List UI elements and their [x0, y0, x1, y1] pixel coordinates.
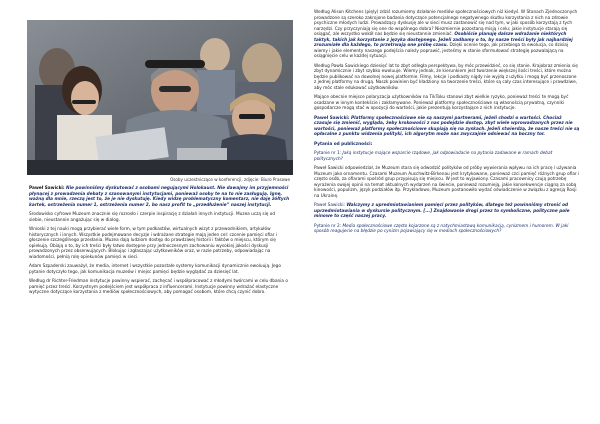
left-column [29, 20, 290, 300]
right-paragraph-2: Według Pawła Sawickiego dziesięć lat to zbyt odległa perspektywa, by móc przewidzieć, co się stanie. Krajobraz zmienia się zbyt dynamicznie i zbyt szybko ewoluuje. Wiemy jednak, że kierunkiem jest tworzenie większej ilości treści, które można będzie publikować na dowolnej nowej platformie. Filmy, lekcje i podkasty nigdy nie wyjdą z użytku i mogą być przenoszone z jednej platformy na drugą. Naszk powinien być kładziony na tworzenie treści, które są cały czas interesujące i prawdziwe, aby móc stale edukować użytkowników. [314, 63, 578, 91]
section-heading: Pytania od publiczności: [314, 141, 373, 147]
speaker-label: Paweł Sawicki: [29, 186, 65, 191]
question-text: Media społecznościowe często kojarzone są z natychmiastową komunikacją, cynizmem i humorem. W jaki sposób reagujecie na błędzie po cynizm pojawiający się w mediach społecznościowych? [314, 223, 569, 234]
speaker-label: Paweł Sawicki: [314, 203, 347, 208]
right-paragraph-5: Paweł Sawicki odpowiedział, że Muzeum stara się odwodzić polityków od próby wywierania wpływu na ich pracę i używania Muzeum jako ornamentu. Czasami Muzeum Auschwitz-Birkenau jest krytykowane, ponieważ czci pamięć różnych grup ofiar i często osób, za ofiarami spośród grup przypisują się miejscu. W jest to wyjawiony. Czasami pracownicy czują potrzebę wyrażenia swojej opinii na temat aktualnych wydarzeń na świecie, ponieważ rozumieją, jakie konsekwencje ciągną za sobą kinowości, populizm, język podziałów itp. Przykładowo, Muzeum postanowiło wydać oświadczenie w związku z agresją Rosji na Ukrainę. [314, 166, 580, 199]
paragraph-tail: Dzięki ocenie tego, jak przebiega ta ewolucja, co dzisiaj wiemy i jakie elementy naszego podejścia należy poprawić, jesteśmy w stanie sformułować strategię pozwalającą na osiągnięcie celu w każdej sytuacji. [314, 43, 569, 59]
left-paragraph-2: Środowisko cyfrowe Muzeum znacznie się rozrosło i czerpie inspirację z działań innych instytucji. Muzea uczą się od siebie, nieustannie angażując się w dialog. [29, 212, 276, 223]
quote-text: Platformy społecznościowe nie są naszymi partnerami, jeżeli chodzi o wartości. Chociaż czasuje się zmienić, wygląda, żeby krokowości z nas podejdzie dostęp, zbyt wiele wprowadzanych przez nie wartości, ponieważ platformy społecznościowe skupiają się na zyskach. Jeżeli stwierdzą, że nasze treści nie są opłacalne z punktu widzenia polityki, ich algorytm może nas zwyczajnie odsiewać na boczny tor. [314, 115, 580, 137]
right-paragraph-6 [314, 203, 580, 220]
question-2 [314, 224, 580, 235]
quote-text: Walczymy z upredmiotawianiem pamięci przez polityków, dlatego też powinniśmy stronić od uprzedmiotawiania w dyskursie politycznym. [...] Znajdowanie drogi przez to symboliczne, polityczne pole minowe to część naszej pracy. [314, 203, 570, 219]
left-paragraph-1 [29, 186, 290, 208]
quote-text: Nie powinniśmy dyskutować z osobami negującymi Holokaust. Nie dawajmy im przyjemności płynącej z prowadzenia debaty z szanowanymi instytucjami, ponieważ osoby te na to nie zasługują. Ignę, ważną dla mnie, rzeczą jest to, że je nie dyskutuję. Kiedy widzę problematyczny komentarz, nie daję żółtych kartek, ostrzeżenia numer 1, ostrzeżenia numer 2, bo nasz profit to „przedłużenie” naszej instytucji. [29, 186, 290, 208]
left-paragraph-3: Wnioski z tej nauki mogą przybierać wiele form, w tym podkastów, wirtualnych wizyt z przewodnikiem, artykułów historycznych i innych. Wszystkie podejmowane decyzje i wdrażane strategie mają jeden cel: czcenie pamięci ofiar i głoszenie szczególnego przesłania. Muzea dają ludziom dostęp do prawdziwej historii i faktów o miejscu, którym się opiekują. Obiają o to, by ich treści były łatwo dostępne przy jednoczesnym zachowaniu wysokiej jakości dyskusji prowadzonych przez obserwujących. Blokując i zgłaszając użytkowników oraz, w razie potrzeby, odpowiadając na wiadomości, pełnią rolę opiekunów pamięci w sieci. [29, 227, 278, 260]
paragraph-text: Według Alison Kitchens (pięly) zdziś rozumiemy działanie mediów społecznościowych niż kiedyś. W Stanach Zjednoczonych prowadzone są szeroko zakrojone badania dotyczące potencjalnego negatywnego skutku korzystania z nich na zdrowie psychiczne młodych ludzi. Prowadzący dyskusję ale w sieci musz zastanowić się nad tym, w jaki sposób korzystają z tych narzędzi. Czy przyczyniają się one do wspólnego dobra? Niezmiernie pozostaną misją i celu; jakie instytucje starają się osiągać, ale wszystko wokół nas będzie się nieustannie zmieniać. [314, 10, 578, 37]
right-paragraph-4 [314, 116, 580, 138]
left-paragraph-5: Według dr Richter-Friedman instytucje powinny wspierać, zachęcać i współpracować z młodymi twórcami w celu dbania o pamięć przez treści. Korzystnym podejściem jest współpraca z influencerami. Instytucje powinny wdrażać elastyczne wytyczne dotyczące korzystania z mediów społecznościowych, aby pomagać osobom, które chcą czynić dobro. [29, 279, 288, 295]
speaker-label: Paweł Sawicki: [314, 115, 352, 121]
conference-audience-photo [27, 20, 293, 175]
emphasis-text: Osobiście planuję dalsze wdrażanie niektórych taktyk, takich jak korzystanie z języka dostępnego. Jeżeli zadbamy o to, by nasze treści były jak najbardziej zrozumiałe dla każdego, to przetrwają one próbę czasu. [314, 32, 573, 48]
question-text: Jaką instytucje mające wsparcie rządowe, jak odpowiadacie na pytania zadawane w ramach debat politycznych? [314, 151, 553, 162]
photo-illustration [27, 20, 293, 175]
left-paragraph-4: Adam Szpaderski zauważył, że media, internet i wszystkie pozostałe systemy komunikacji dynamicznie ewoluują. Jego pytanie dotyczyło tego, jak komunikacja muzeów i miejsc pamięci będzie wyglądać za dziesięć lat. [29, 264, 281, 275]
photo-caption: Osoby uczestniczące w konferencji, zdjęcie: Biuro Prasowe [170, 177, 290, 182]
right-paragraph-1 [314, 10, 580, 60]
question-label: Pytanie nr 1: [314, 151, 343, 156]
right-paragraph-3: Mające obecnie miejsce polaryzacja użytkowników na TikToku stanowi zbyt wielkie ryzyko, ponieważ treści te mogą być osadzane w innym kontekście i zakłamywane. Ponieważ platformy społecznościowe są własnością prywatną, czynniki gospodarcze mogą stać w opozycji do wartości, jakie prezentują korzystające z nich instytucje. [314, 95, 569, 111]
right-column [314, 10, 580, 239]
question-1 [314, 151, 580, 162]
question-label: Pytanie nr 2: [314, 223, 343, 229]
